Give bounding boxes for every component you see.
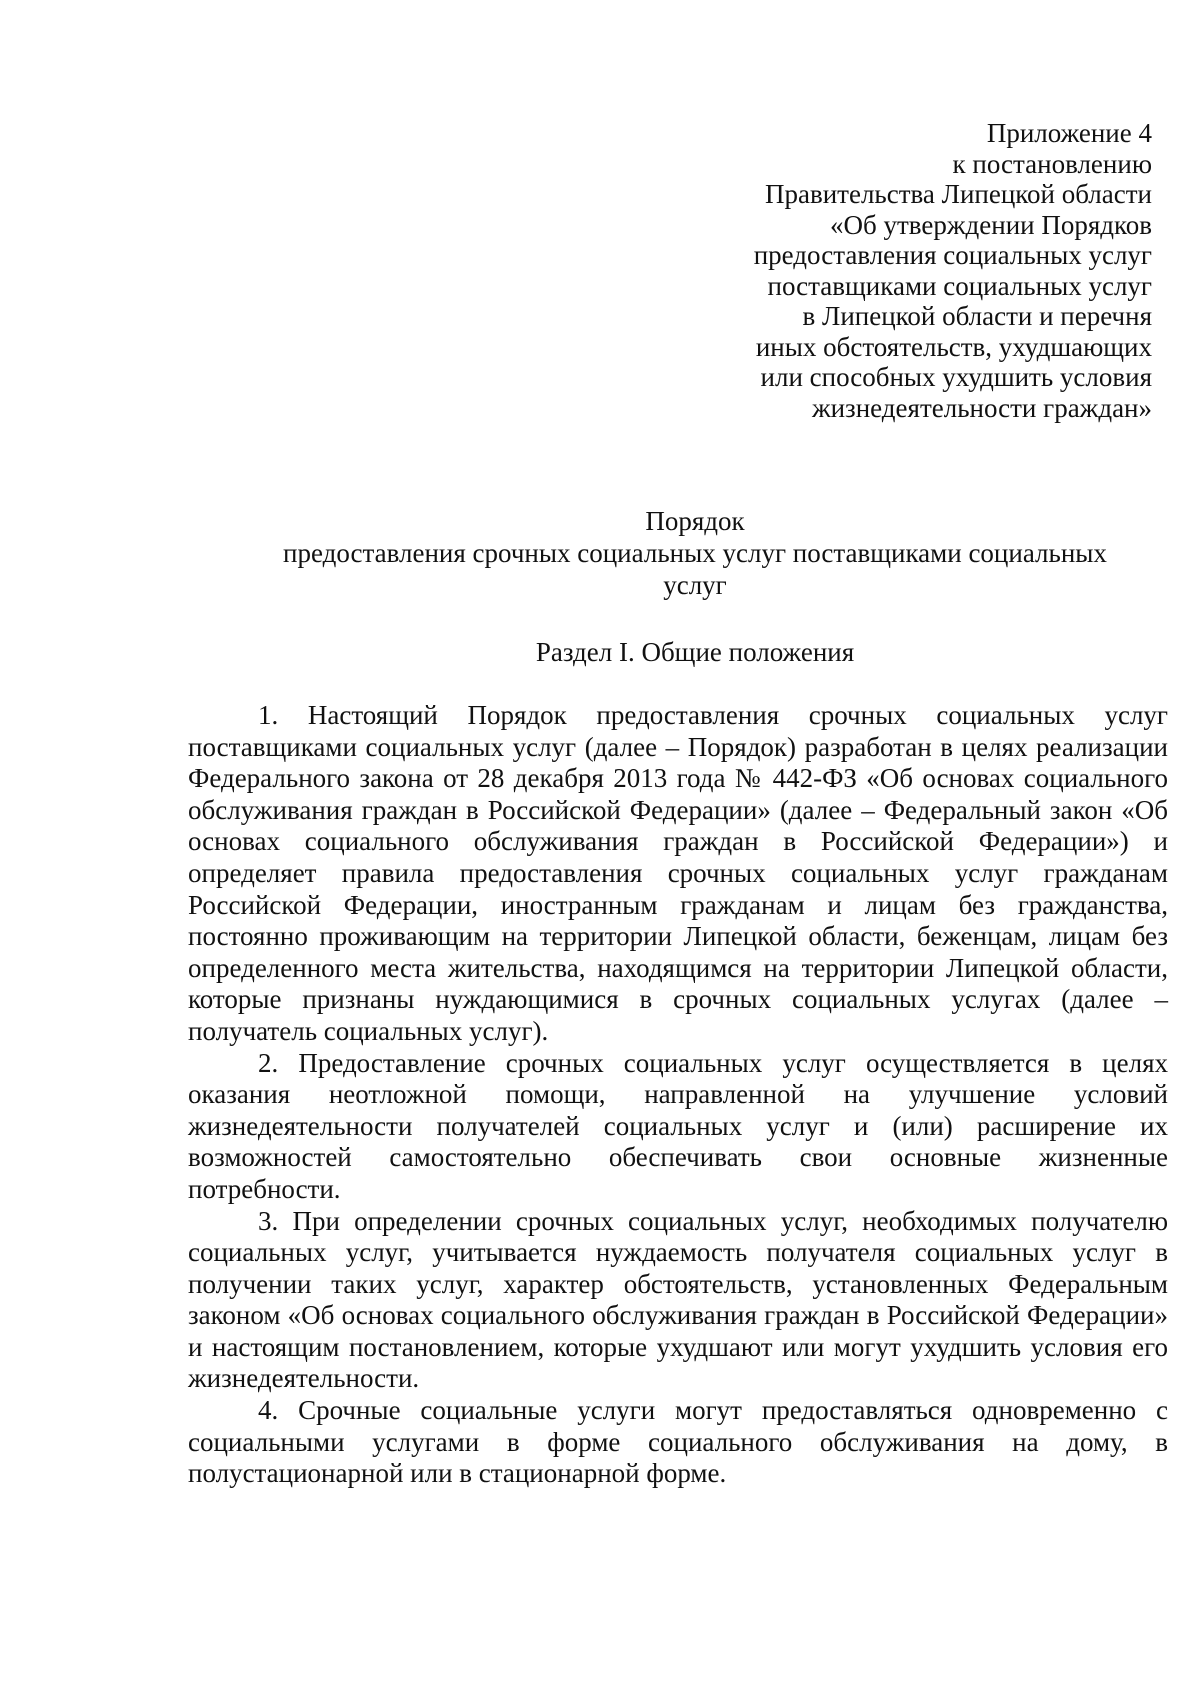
appendix-line: иных обстоятельств, ухудшающих — [755, 331, 1152, 362]
appendix-line: Правительства Липецкой области — [764, 179, 1152, 209]
appendix-line: или способных ухудшить условия — [760, 362, 1152, 392]
appendix-line: Приложение 4 — [986, 118, 1152, 148]
document-body — [188, 700, 1168, 1490]
appendix-line: предоставления социальных услуг — [753, 240, 1152, 270]
paragraph-3: 3. При определении срочных социальных услуг, необходимых получателю социальных услуг, учитывается нуждаемость получателя социальных услуг в получении таких услуг, характер обстоятельств, установленных Федеральным законом «Об основах социального обслуживания граждан в Российской Федерации» и настоящим постановлением, которые ухудшают или могут ухудшить условия его жизнедеятельности. — [188, 1205, 1168, 1394]
document-title — [250, 505, 1140, 601]
title-line-main: Порядок — [645, 506, 745, 536]
title-line-sub: предоставления срочных социальных услуг поставщиками социальных услуг — [283, 538, 1107, 600]
appendix-header — [532, 118, 1152, 423]
appendix-line: «Об утверждении Порядков — [830, 209, 1152, 240]
paragraph-1: 1. Настоящий Порядок предоставления срочных социальных услуг поставщиками социальных услуг (далее – Порядок) разработан в целях реализации Федерального закона от 28 декабря 2013 года № 442-ФЗ «Об основах социального обслуживания граждан в Российской Федерации» (далее – Федеральный закон «Об основах социального обслуживания граждан в Российской Федерации») и определяет правила предоставления срочных социальных услуг гражданам Российской Федерации, иностранным гражданам и лицам без гражданства, постоянно проживающим на территории Липецкой области, беженцам, лицам без определенного места жительства, находящимся на территории Липецкой области, которые признаны нуждающимися в срочных социальных услугах (далее – получатель социальных услуг). — [188, 700, 1168, 1046]
section-heading: Раздел I. Общие положения — [535, 637, 855, 667]
appendix-line: в Липецкой области и перечня — [802, 301, 1152, 331]
appendix-line: жизнедеятельности граждан» — [811, 392, 1152, 423]
appendix-line: к постановлению — [952, 148, 1152, 179]
paragraph-4: 4. Срочные социальные услуги могут предоставляться одновременно с социальными услугами в форме социального обслуживания на дому, в полустационарной или в стационарной форме. — [188, 1395, 1168, 1489]
appendix-line: поставщиками социальных услуг — [767, 270, 1152, 301]
paragraph-2: 2. Предоставление срочных социальных услуг осуществляется в целях оказания неотложной помощи, направленной на улучшение условий жизнедеятельности получателей социальных услуг и (или) расширение их возможностей самостоятельно обеспечивать свои основные жизненные потребности. — [188, 1047, 1168, 1204]
